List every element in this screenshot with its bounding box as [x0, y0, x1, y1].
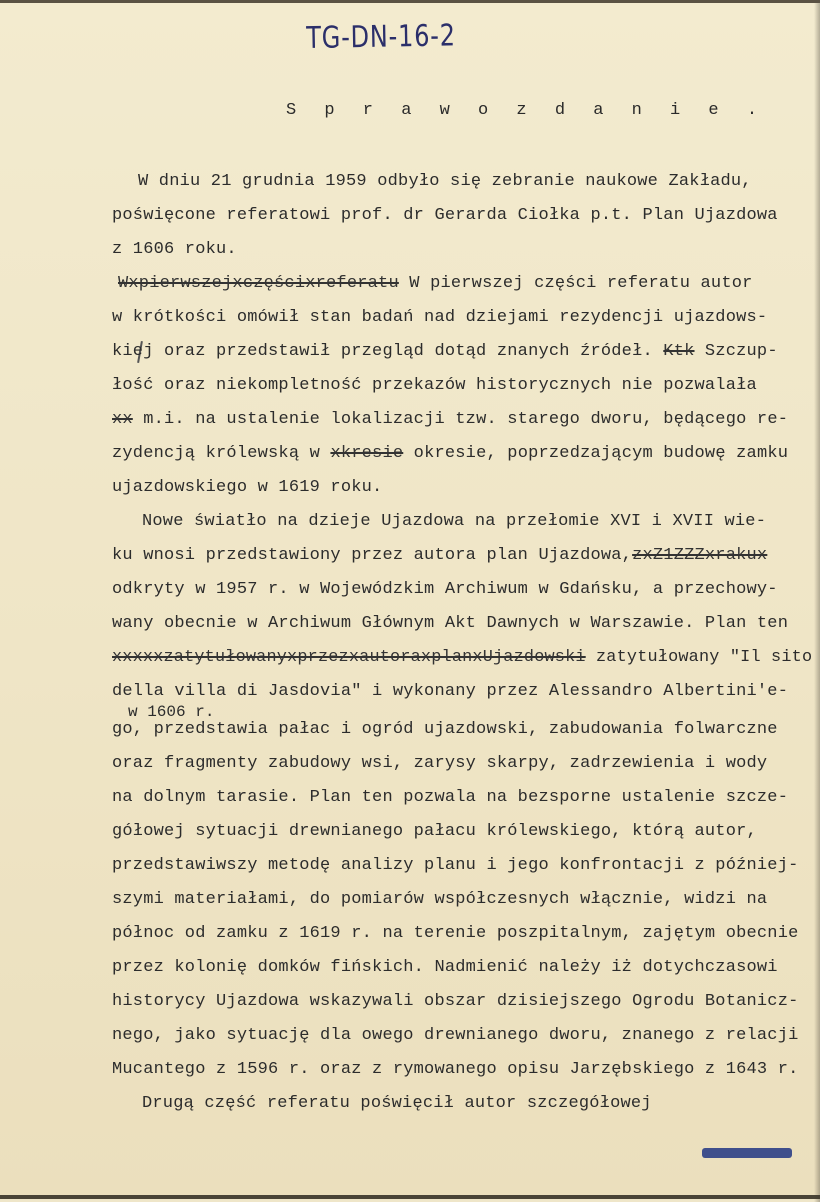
text-line-15	[112, 649, 812, 666]
text-line-10: ujazdowskiego w 1619 roku.	[112, 478, 383, 497]
handwritten-reference-id: TG-DN-16-2	[306, 18, 457, 56]
text-line-4-body: W pierwszej części referatu autor	[409, 274, 753, 293]
text-line-16: della villa di Jasdovia" i wykonany przez Alessandro Albertini'e-	[112, 682, 789, 701]
text-line-9-body: okresie, poprzedzającym budowę	[413, 444, 726, 463]
text-line-22: szymi materiałami, do pomiarów współczesnych włącznie, widzi na	[112, 890, 768, 909]
text-line-28: Drugą część referatu poświęcił autor szczegółowej	[142, 1094, 652, 1113]
text-line-23: północ od zamku z 1619 r. na terenie poszpitalnym, zajętym obecnie	[112, 924, 799, 943]
text-line-2: poświęcone referatowi prof. dr Gerarda Ciołka p.t. Plan Ujazdowa	[112, 206, 778, 225]
struck-text: xkresie	[330, 444, 404, 463]
text-line-6-body: kiej oraz przedstawił przegląd dotąd znanych źródeł.	[112, 342, 653, 361]
text-line-12	[112, 547, 767, 564]
struck-text: Wxpierwszejxczęścixreferatu	[118, 274, 399, 293]
blue-ink-strikeout	[702, 1148, 792, 1158]
text-line-9	[112, 445, 788, 462]
text-line-8	[112, 411, 788, 428]
text-line-9-end: zamku	[736, 444, 789, 463]
struck-text: Ktk	[663, 342, 695, 361]
text-line-7: łość oraz niekompletność przekazów historycznych nie pozwalała	[112, 376, 757, 395]
text-line-13: odkryty w 1957 r. w Wojewódzkim Archiwum w Gdańsku, a przechowy-	[112, 580, 778, 599]
text-line-5: w krótkości omówił stan badań nad dziejami rezydencji ujazdows-	[112, 308, 768, 327]
text-line-6-end: Szczup-	[704, 342, 778, 361]
text-line-1: W dniu 21 grudnia 1959 odbyło się zebranie naukowe Zakładu,	[138, 172, 752, 191]
text-line-20: gółowej sytuacji drewnianego pałacu królewskiego, którą autor,	[112, 822, 757, 841]
text-line-17: go, przedstawia pałac i ogród ujazdowski, zabudowania folwarczne	[112, 720, 778, 739]
text-line-6	[112, 343, 778, 360]
text-line-19: na dolnym tarasie. Plan ten pozwala na bezsporne ustalenie szcze-	[112, 788, 789, 807]
inserted-text: w 1606 r.	[128, 703, 215, 721]
text-line-9-start: zydencją królewską w	[112, 444, 321, 463]
text-line-3: z 1606 roku.	[112, 240, 237, 259]
text-line-24: przez kolonię domków fińskich. Nadmienić należy iż dotychczasowi	[112, 958, 778, 977]
text-line-26: nego, jako sytuację dla owego drewnianego dworu, znanego z relacji	[112, 1026, 799, 1045]
text-line-14: wany obecnie w Archiwum Głównym Akt Dawnych w Warszawie. Plan ten	[112, 614, 789, 633]
text-line-18: oraz fragmenty zabudowy wsi, zarysy skarpy, zadrzewienia i wody	[112, 754, 768, 773]
text-line-8-body: m.i. na ustalenie lokalizacji tzw. starego dworu, będącego re-	[143, 410, 789, 429]
struck-text: zxZ1ZZZxrakux	[632, 546, 768, 565]
document-title: S p r a w o z d a n i e .	[286, 101, 767, 120]
text-line-25: historycy Ujazdowa wskazywali obszar dzisiejszego Ogrodu Botanicz-	[112, 992, 799, 1011]
text-line-12-body: ku wnosi przedstawiony przez autora plan Ujazdowa,	[112, 546, 633, 565]
text-line-21: przedstawiwszy metodę analizy planu i jego konfrontacji z później-	[112, 856, 799, 875]
text-line-27: Mucantego z 1596 r. oraz z rymowanego opisu Jarzębskiego z 1643 r.	[112, 1060, 799, 1079]
text-line-11: Nowe światło na dzieje Ujazdowa na przełomie XVI i XVII wie-	[142, 512, 767, 531]
struck-text: xx	[112, 410, 133, 429]
page-edge-shadow	[814, 3, 820, 1202]
text-line-4	[118, 275, 753, 292]
text-line-15-body: zatytułowany "Il sito	[596, 648, 813, 667]
struck-text: xxxxxzatytułowanyxprzezxautoraxplanxUjazdowski	[112, 648, 586, 667]
